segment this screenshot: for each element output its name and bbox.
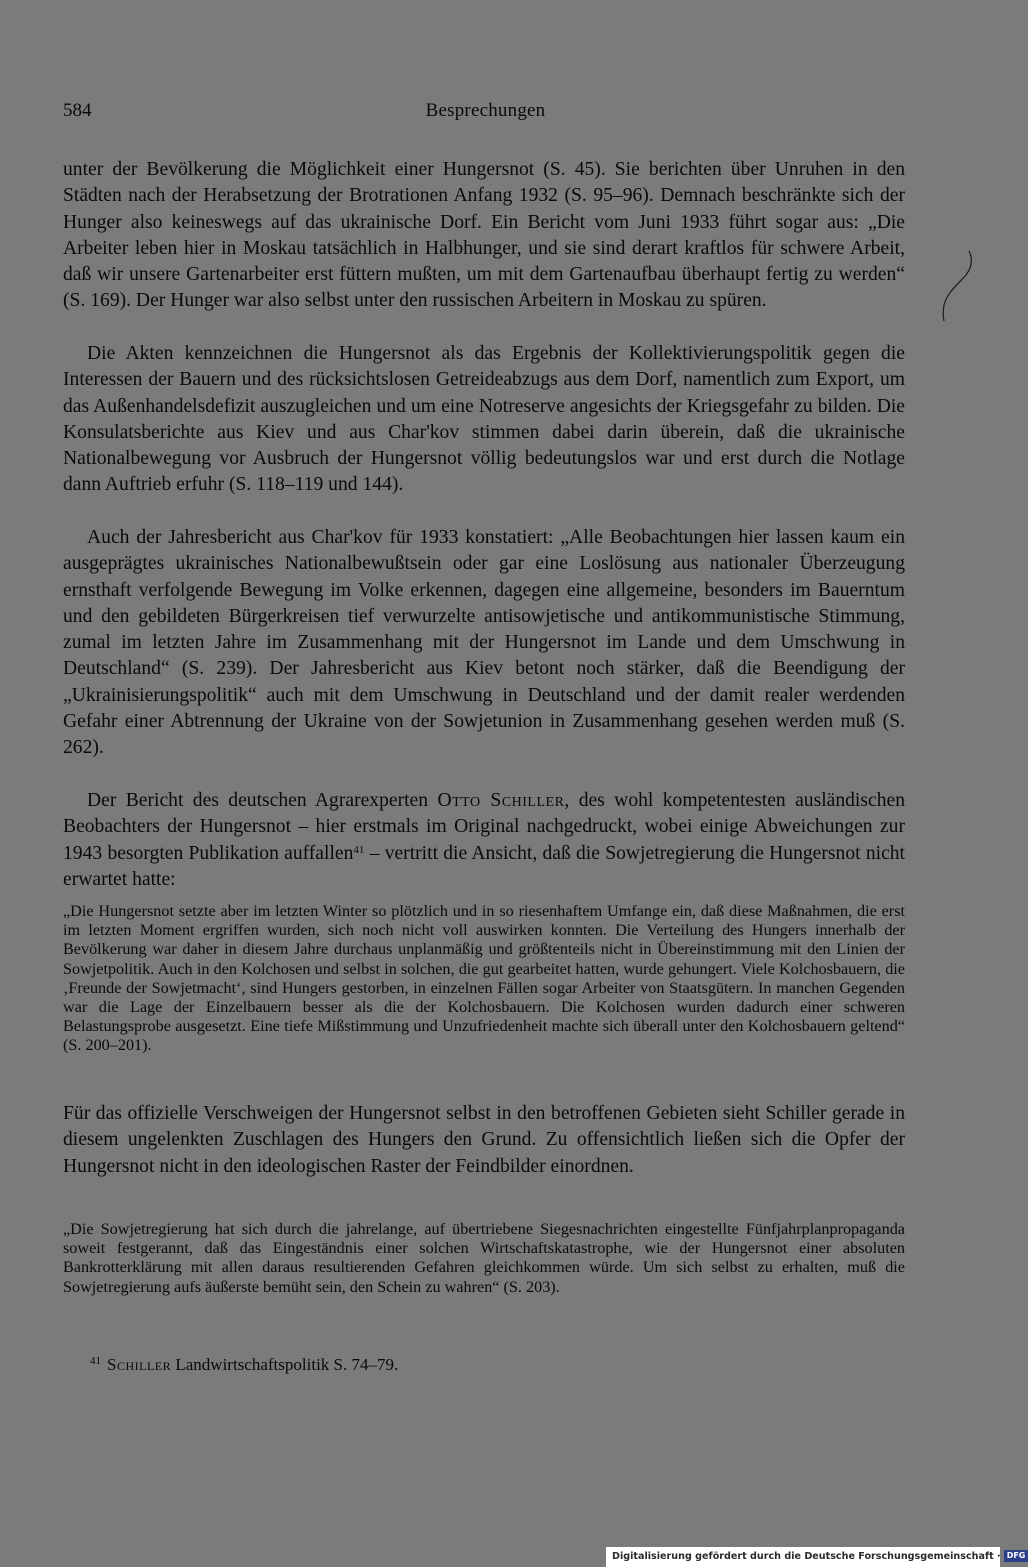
block-quote-1: „Die Hungersnot setzte aber im letzten Winter so plötzlich und in so riesenhaftem Umfange ein, daß diese Maßnahmen, die erst im letzten Moment ergriffen wurden, sich noch nicht voll auswirken konnten. Die Verteilung des Hungers innerhalb der Bevölkerung war daher in diesem Jahre durchaus unplanmäßig und größtenteils nicht in Übereinstimmung mit den Linien der Sowjetpolitik. Auch in den Kolchosen und selbst in solchen, die gut gearbeitet hatten, wurde gehungert. Viele Kolchosbauern, die ‚Freunde der Sowjetmacht‘, sind Hungers gestorben, in einzelnen Fällen sogar Arbeiter von Staatsgütern. In manchen Gegenden war die Lage der Einzelbauern besser als die der Kolchosbauern. Die Kolchosen wurden dadurch einer schweren Belastungsprobe ausgesetzt. Eine tiefe Mißstimmung und Unzufriedenheit machte sich überall unter den Kolchosbauern geltend“ (S. 200–201). [63,902,905,1055]
main-text [63,157,905,1297]
paragraph-4-part-a: Der Bericht des deutschen Agrarexperten [87,790,429,811]
paragraph-5: Für das offizielle Verschweigen der Hungersnot selbst in den betroffenen Gebieten sieht Schiller gerade in diesem ungelenkten Zuschlagen des Hungers den Grund. Zu offensichtlich ließen sich die Opfer der Hungersnot nicht in den ideologischen Raster der Feindbilder einordnen. [63,1103,905,1177]
footnote-author: Schiller [107,1355,172,1374]
author-name: Otto Schiller [437,790,565,811]
footnote [90,1350,790,1376]
digitization-credit [606,1547,1026,1567]
page-header [63,100,908,130]
footnote-number: 41 [90,1355,101,1367]
margin-pencil-mark-icon [935,245,980,325]
footnote-text: Landwirtschaftspolitik S. 74–79. [171,1355,399,1374]
footnote-reference: 41 [353,843,365,856]
dfg-logo: DFG [1004,1550,1028,1562]
paragraph-3: Auch der Jahresbericht aus Char'kov für 1933 konstatiert: „Alle Beobachtungen hier lassen kaum ein ausgeprägtes ukrainisches Nationalbewußtsein oder gar eine Loslösung aus nationaler Überzeugung ernsthaft verfolgende Bewegung im Volke erkennen, dagegen eine allgemeine, besonders im Bauerntum und den gebildeten Bürgerkreisen tief verwurzelte antisowjetische und antikommunistische Stimmung, zumal im letzten Jahre im Zusammenhang mit der Hungersnot im Lande und dem Umschwung in Deutschland“ (S. 239). Der Jahresbericht aus Kiev betont noch stärker, daß die Beendigung der „Ukrainisierungspolitik“ auch mit dem Umschwung in Deutschland und der damit realer werdenden Gefahr einer Abtrennung der Ukraine von der Sowjetunion in Zusammenhang gesehen werden muß (S. 262). [63,527,905,759]
paragraph-4 [63,788,905,894]
paragraph-4-part-b: , des wohl kompetentesten ausländischen Beobachters der Hungersnot – hier erstmals im Original nachgedruckt, wobei einige Abweichungen zur 1943 besorgten Publikation auffallen [63,790,905,864]
page-number: 584 [63,100,92,121]
paragraph-1: unter der Bevölkerung die Möglichkeit einer Hungersnot (S. 45). Sie berichten über Unruhen in den Städten nach der Herabsetzung der Brotrationen Anfang 1932 (S. 95–96). Demnach beschränkte sich der Hunger also keineswegs auf das ukrainische Dorf. Ein Bericht vom Juni 1933 führt sogar aus: „Die Arbeiter leben hier in Moskau tatsächlich in Halbhunger, und sie sind derart kraftlos für schwere Arbeit, daß wir unsere Gartenarbeiter erst füttern mußten, um mit dem Gartenaufbau überhaupt fertig zu werden“ (S. 169). Der Hunger war also selbst unter den russischen Arbeitern in Moskau zu spüren. [63,159,905,312]
running-head: Besprechungen [425,100,546,121]
paragraph-4-part-c: – vertritt die Ansicht, daß die Sowjetregierung die Hungersnot nicht erwartet hatte: [63,842,906,890]
credit-text: Digitalisierung gefördert durch die Deutsche Forschungsgemeinschaft · [612,1551,1001,1562]
block-quote-2: „Die Sowjetregierung hat sich durch die jahrelange, auf übertriebene Siegesnachrichten eingestellte Fünfjahrplanpropaganda soweit festgerannt, daß das Eingeständnis einer solchen Wirtschaftskatastrophe, wie der Hungersnot einer absoluten Bankrotterklärung mit allen daraus resultierenden Gefahren gleichkommen würde. Um sich selbst zu erhalten, muß die Sowjetregierung aufs äußerste bemüht sein, den Schein zu wahren“ (S. 203). [63,1220,905,1296]
paragraph-2: Die Akten kennzeichnen die Hungersnot als das Ergebnis der Kollektivierungspolitik gegen die Interessen der Bauern und des rücksichtslosen Getreideabzugs aus dem Dorf, namentlich zum Export, um das Außenhandelsdefizit auszugleichen und um eine Notreserve angesichts der Kriegsgefahr zu bilden. Die Konsulatsberichte aus Kiev und aus Char'kov stimmen dabei darin überein, daß die ukrainische Nationalbewegung vor Ausbruch der Hungersnot völlig bedeutungslos war und erst durch die Notlage dann Auftrieb erfuhr (S. 118–119 und 144). [63,343,905,496]
